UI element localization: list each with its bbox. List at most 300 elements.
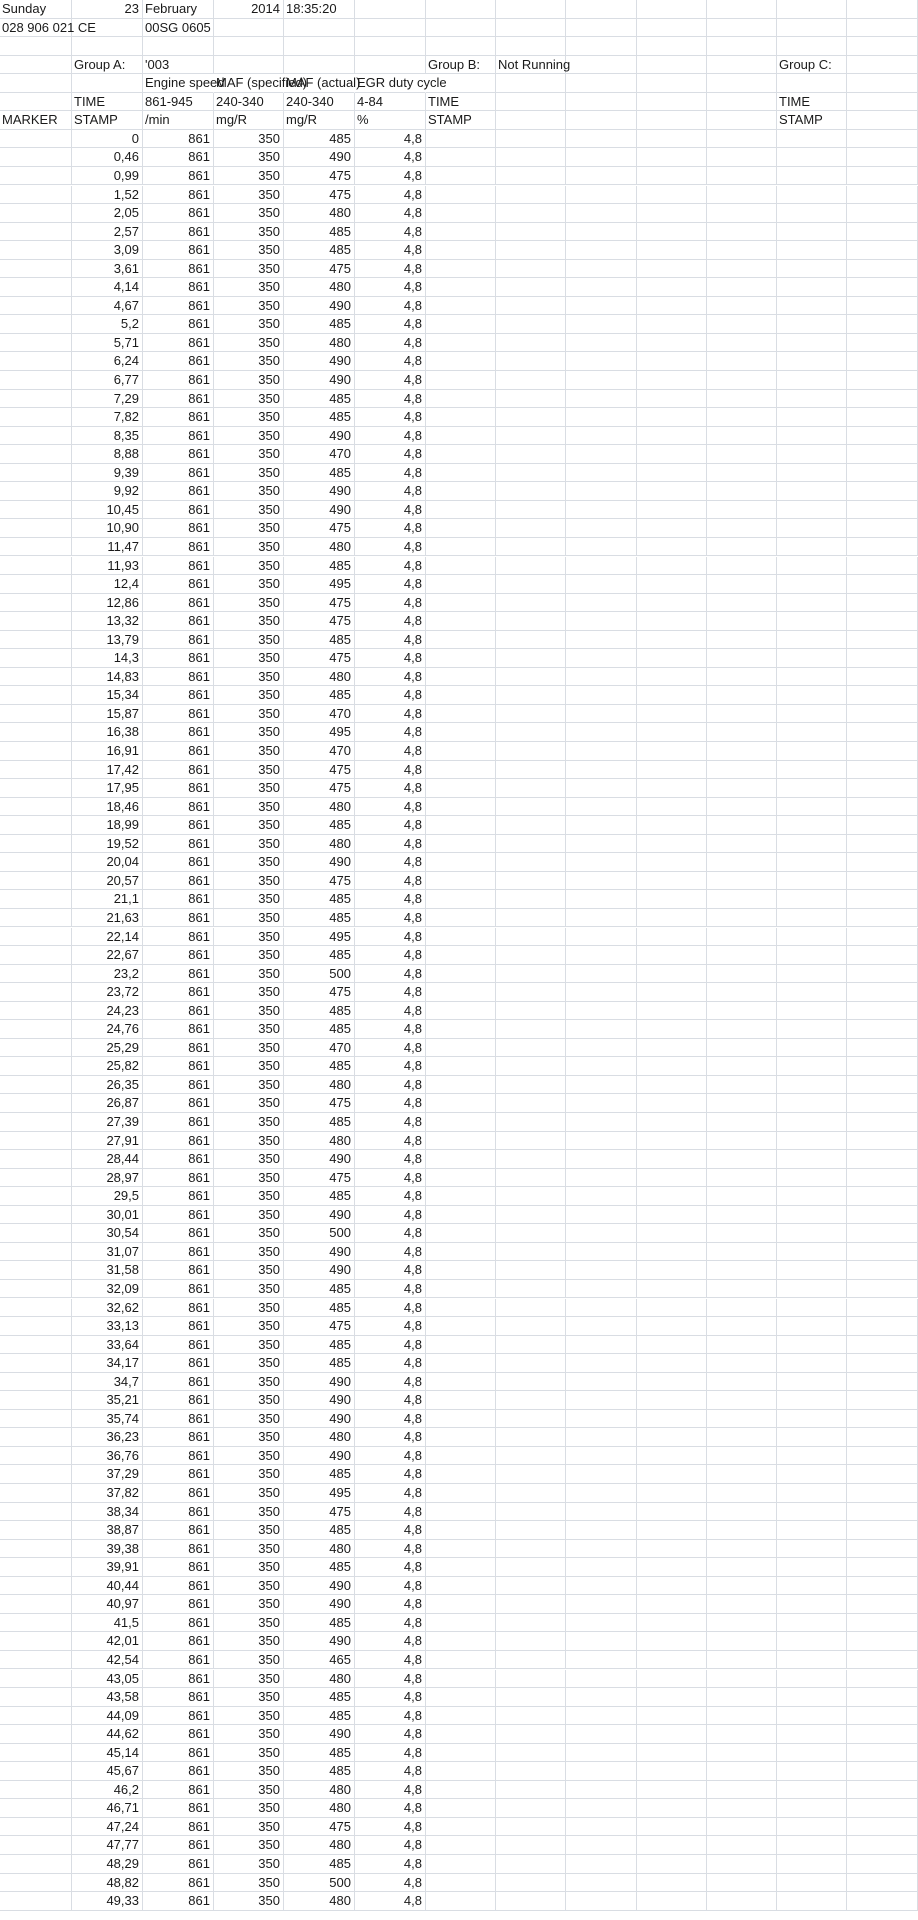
- cell[interactable]: [426, 761, 496, 780]
- cell[interactable]: 350: [214, 1002, 284, 1021]
- cell[interactable]: 480: [284, 1540, 355, 1559]
- cell[interactable]: [566, 1261, 637, 1280]
- cell[interactable]: [847, 37, 918, 56]
- cell[interactable]: [426, 983, 496, 1002]
- cell[interactable]: 500: [284, 965, 355, 984]
- cell[interactable]: 861: [143, 1725, 214, 1744]
- cell[interactable]: [707, 427, 777, 446]
- cell[interactable]: 4,14: [72, 278, 143, 297]
- cell[interactable]: [0, 1855, 72, 1874]
- cell[interactable]: 4,8: [355, 1595, 426, 1614]
- cell[interactable]: MARKER: [0, 111, 72, 130]
- cell[interactable]: [847, 575, 918, 594]
- cell[interactable]: 861: [143, 1818, 214, 1837]
- cell[interactable]: [426, 1317, 496, 1336]
- cell[interactable]: [847, 1799, 918, 1818]
- cell[interactable]: 350: [214, 1132, 284, 1151]
- cell[interactable]: 861: [143, 1336, 214, 1355]
- cell[interactable]: [707, 1317, 777, 1336]
- cell[interactable]: [566, 686, 637, 705]
- cell[interactable]: 350: [214, 1299, 284, 1318]
- cell[interactable]: [566, 1336, 637, 1355]
- cell[interactable]: 861: [143, 519, 214, 538]
- cell[interactable]: [707, 1484, 777, 1503]
- cell[interactable]: [426, 1076, 496, 1095]
- cell[interactable]: [496, 1836, 566, 1855]
- cell[interactable]: 861: [143, 761, 214, 780]
- cell[interactable]: 350: [214, 1540, 284, 1559]
- cell[interactable]: 861: [143, 612, 214, 631]
- cell[interactable]: 40,44: [72, 1577, 143, 1596]
- cell[interactable]: 350: [214, 371, 284, 390]
- cell[interactable]: [496, 315, 566, 334]
- cell[interactable]: 861: [143, 427, 214, 446]
- cell[interactable]: 350: [214, 1280, 284, 1299]
- cell[interactable]: [566, 1836, 637, 1855]
- cell[interactable]: [566, 1651, 637, 1670]
- cell[interactable]: [0, 668, 72, 687]
- cell[interactable]: [426, 612, 496, 631]
- cell[interactable]: [637, 649, 707, 668]
- cell[interactable]: 4,8: [355, 223, 426, 242]
- cell[interactable]: 485: [284, 1744, 355, 1763]
- cell[interactable]: [566, 241, 637, 260]
- cell[interactable]: 485: [284, 130, 355, 149]
- cell[interactable]: [637, 1336, 707, 1355]
- cell[interactable]: [0, 1781, 72, 1800]
- cell[interactable]: [847, 890, 918, 909]
- cell[interactable]: 14,83: [72, 668, 143, 687]
- cell[interactable]: 30,54: [72, 1224, 143, 1243]
- cell[interactable]: [214, 19, 284, 38]
- cell[interactable]: [637, 167, 707, 186]
- cell[interactable]: 861: [143, 1632, 214, 1651]
- cell[interactable]: [566, 705, 637, 724]
- cell[interactable]: 861: [143, 1688, 214, 1707]
- cell[interactable]: 485: [284, 946, 355, 965]
- cell[interactable]: [707, 148, 777, 167]
- cell[interactable]: [847, 371, 918, 390]
- cell[interactable]: 475: [284, 779, 355, 798]
- cell[interactable]: [847, 482, 918, 501]
- cell[interactable]: [777, 1484, 847, 1503]
- cell[interactable]: [847, 1836, 918, 1855]
- cell[interactable]: [777, 557, 847, 576]
- cell[interactable]: [426, 1094, 496, 1113]
- cell[interactable]: 861: [143, 872, 214, 891]
- cell[interactable]: [426, 1132, 496, 1151]
- cell[interactable]: [0, 686, 72, 705]
- cell[interactable]: [847, 1410, 918, 1429]
- cell[interactable]: [426, 1187, 496, 1206]
- cell[interactable]: 5,2: [72, 315, 143, 334]
- cell[interactable]: 350: [214, 352, 284, 371]
- cell[interactable]: [426, 1039, 496, 1058]
- cell[interactable]: [496, 1670, 566, 1689]
- cell[interactable]: 861: [143, 1781, 214, 1800]
- cell[interactable]: 4,8: [355, 1224, 426, 1243]
- cell[interactable]: 4,8: [355, 315, 426, 334]
- cell[interactable]: [426, 1762, 496, 1781]
- cell[interactable]: mg/R: [214, 111, 284, 130]
- cell[interactable]: [496, 445, 566, 464]
- cell[interactable]: [0, 371, 72, 390]
- cell[interactable]: [847, 1020, 918, 1039]
- cell[interactable]: 4,8: [355, 427, 426, 446]
- cell[interactable]: [426, 649, 496, 668]
- cell[interactable]: [847, 1094, 918, 1113]
- cell[interactable]: [496, 1521, 566, 1540]
- cell[interactable]: 485: [284, 1020, 355, 1039]
- cell[interactable]: [496, 798, 566, 817]
- cell[interactable]: [637, 705, 707, 724]
- cell[interactable]: [566, 1781, 637, 1800]
- cell[interactable]: 4,8: [355, 1410, 426, 1429]
- cell[interactable]: [496, 278, 566, 297]
- cell[interactable]: 470: [284, 1039, 355, 1058]
- cell[interactable]: 475: [284, 1169, 355, 1188]
- cell[interactable]: [566, 1243, 637, 1262]
- cell[interactable]: [496, 1725, 566, 1744]
- cell[interactable]: [637, 1447, 707, 1466]
- cell[interactable]: [426, 1373, 496, 1392]
- cell[interactable]: [707, 798, 777, 817]
- cell[interactable]: [496, 519, 566, 538]
- cell[interactable]: 32,09: [72, 1280, 143, 1299]
- cell[interactable]: TIME: [72, 93, 143, 112]
- cell[interactable]: [707, 723, 777, 742]
- cell[interactable]: [777, 371, 847, 390]
- cell[interactable]: [707, 1892, 777, 1911]
- cell[interactable]: [637, 1874, 707, 1893]
- cell[interactable]: [566, 1132, 637, 1151]
- cell[interactable]: [777, 1187, 847, 1206]
- cell[interactable]: [496, 111, 566, 130]
- cell[interactable]: [847, 705, 918, 724]
- cell[interactable]: [847, 1632, 918, 1651]
- cell[interactable]: 350: [214, 668, 284, 687]
- cell[interactable]: 861: [143, 352, 214, 371]
- cell[interactable]: 4,8: [355, 575, 426, 594]
- cell[interactable]: [707, 1855, 777, 1874]
- cell[interactable]: 500: [284, 1874, 355, 1893]
- cell[interactable]: [0, 148, 72, 167]
- cell[interactable]: [496, 1540, 566, 1559]
- cell[interactable]: [707, 167, 777, 186]
- cell[interactable]: [566, 835, 637, 854]
- cell[interactable]: [777, 1224, 847, 1243]
- cell[interactable]: 350: [214, 1874, 284, 1893]
- cell[interactable]: 16,38: [72, 723, 143, 742]
- cell[interactable]: 485: [284, 631, 355, 650]
- cell[interactable]: 861: [143, 1391, 214, 1410]
- cell[interactable]: [496, 1781, 566, 1800]
- cell[interactable]: [0, 204, 72, 223]
- cell[interactable]: [707, 1707, 777, 1726]
- cell[interactable]: [426, 928, 496, 947]
- cell[interactable]: [637, 0, 707, 19]
- cell[interactable]: [496, 501, 566, 520]
- cell[interactable]: [566, 890, 637, 909]
- cell[interactable]: [637, 872, 707, 891]
- cell[interactable]: [0, 1206, 72, 1225]
- cell[interactable]: [707, 1280, 777, 1299]
- cell[interactable]: [426, 1002, 496, 1021]
- cell[interactable]: [707, 464, 777, 483]
- cell[interactable]: [496, 1113, 566, 1132]
- cell[interactable]: 2,05: [72, 204, 143, 223]
- cell[interactable]: [496, 1169, 566, 1188]
- cell[interactable]: [777, 835, 847, 854]
- cell[interactable]: 861: [143, 686, 214, 705]
- cell[interactable]: 4,8: [355, 1002, 426, 1021]
- cell[interactable]: [566, 390, 637, 409]
- cell[interactable]: [637, 1670, 707, 1689]
- cell[interactable]: 4,8: [355, 1558, 426, 1577]
- cell[interactable]: 485: [284, 1113, 355, 1132]
- cell[interactable]: [707, 779, 777, 798]
- cell[interactable]: [426, 186, 496, 205]
- cell[interactable]: TIME: [777, 93, 847, 112]
- cell[interactable]: [847, 1651, 918, 1670]
- cell[interactable]: 485: [284, 1707, 355, 1726]
- cell[interactable]: 485: [284, 464, 355, 483]
- cell[interactable]: [566, 1762, 637, 1781]
- cell[interactable]: [496, 779, 566, 798]
- cell[interactable]: [847, 1670, 918, 1689]
- cell[interactable]: [637, 1688, 707, 1707]
- cell[interactable]: [847, 1113, 918, 1132]
- cell[interactable]: 485: [284, 1002, 355, 1021]
- cell[interactable]: [847, 1057, 918, 1076]
- cell[interactable]: 485: [284, 1336, 355, 1355]
- cell[interactable]: 240-340: [284, 93, 355, 112]
- cell[interactable]: [847, 1391, 918, 1410]
- cell[interactable]: [0, 612, 72, 631]
- cell[interactable]: [426, 853, 496, 872]
- cell[interactable]: [777, 1521, 847, 1540]
- cell[interactable]: [637, 371, 707, 390]
- cell[interactable]: [566, 204, 637, 223]
- cell[interactable]: [496, 204, 566, 223]
- cell[interactable]: 861: [143, 1707, 214, 1726]
- cell[interactable]: [637, 594, 707, 613]
- cell[interactable]: 470: [284, 705, 355, 724]
- cell[interactable]: [496, 427, 566, 446]
- cell[interactable]: [566, 1410, 637, 1429]
- cell[interactable]: Group A:: [72, 56, 143, 75]
- cell[interactable]: 12,86: [72, 594, 143, 613]
- cell[interactable]: [777, 1503, 847, 1522]
- cell[interactable]: 4,8: [355, 1039, 426, 1058]
- cell[interactable]: 4,8: [355, 686, 426, 705]
- cell[interactable]: [847, 1558, 918, 1577]
- cell[interactable]: [0, 1707, 72, 1726]
- cell[interactable]: [426, 872, 496, 891]
- cell[interactable]: [426, 1113, 496, 1132]
- cell[interactable]: [777, 983, 847, 1002]
- cell[interactable]: [637, 1632, 707, 1651]
- cell[interactable]: 350: [214, 742, 284, 761]
- cell[interactable]: [566, 1874, 637, 1893]
- cell[interactable]: [777, 1206, 847, 1225]
- cell[interactable]: 861-945: [143, 93, 214, 112]
- cell[interactable]: [566, 464, 637, 483]
- cell[interactable]: [0, 241, 72, 260]
- cell[interactable]: [496, 983, 566, 1002]
- cell[interactable]: 861: [143, 1280, 214, 1299]
- cell[interactable]: [566, 631, 637, 650]
- cell[interactable]: [707, 37, 777, 56]
- cell[interactable]: [284, 19, 355, 38]
- cell[interactable]: 350: [214, 1558, 284, 1577]
- cell[interactable]: [496, 93, 566, 112]
- cell[interactable]: [355, 37, 426, 56]
- cell[interactable]: 490: [284, 501, 355, 520]
- cell[interactable]: [496, 223, 566, 242]
- cell[interactable]: 861: [143, 1503, 214, 1522]
- cell[interactable]: 350: [214, 1688, 284, 1707]
- cell[interactable]: [777, 1299, 847, 1318]
- cell[interactable]: [496, 19, 566, 38]
- cell[interactable]: [777, 575, 847, 594]
- cell[interactable]: 24,23: [72, 1002, 143, 1021]
- cell[interactable]: [637, 74, 707, 93]
- cell[interactable]: [496, 1243, 566, 1262]
- cell[interactable]: 475: [284, 1094, 355, 1113]
- cell[interactable]: [637, 1577, 707, 1596]
- cell[interactable]: [637, 1818, 707, 1837]
- cell[interactable]: [847, 928, 918, 947]
- cell[interactable]: 861: [143, 278, 214, 297]
- cell[interactable]: [707, 445, 777, 464]
- cell[interactable]: [777, 1818, 847, 1837]
- cell[interactable]: [426, 1670, 496, 1689]
- cell[interactable]: [0, 575, 72, 594]
- cell[interactable]: 33,13: [72, 1317, 143, 1336]
- cell[interactable]: [426, 1818, 496, 1837]
- cell[interactable]: 4,8: [355, 1391, 426, 1410]
- cell[interactable]: [0, 186, 72, 205]
- cell[interactable]: [0, 1428, 72, 1447]
- cell[interactable]: [566, 1521, 637, 1540]
- cell[interactable]: [777, 1076, 847, 1095]
- cell[interactable]: [847, 1299, 918, 1318]
- cell[interactable]: [707, 1688, 777, 1707]
- cell[interactable]: [426, 1169, 496, 1188]
- cell[interactable]: [0, 909, 72, 928]
- cell[interactable]: [566, 167, 637, 186]
- cell[interactable]: 350: [214, 872, 284, 891]
- cell[interactable]: 485: [284, 1558, 355, 1577]
- cell[interactable]: 861: [143, 1354, 214, 1373]
- cell[interactable]: 490: [284, 1447, 355, 1466]
- cell[interactable]: [707, 1818, 777, 1837]
- cell[interactable]: [707, 1206, 777, 1225]
- cell[interactable]: [847, 501, 918, 520]
- cell[interactable]: 4,8: [355, 761, 426, 780]
- cell[interactable]: [847, 408, 918, 427]
- cell[interactable]: [637, 1725, 707, 1744]
- cell[interactable]: [566, 1317, 637, 1336]
- cell[interactable]: 861: [143, 1762, 214, 1781]
- cell[interactable]: 350: [214, 408, 284, 427]
- cell[interactable]: [637, 334, 707, 353]
- cell[interactable]: [0, 37, 72, 56]
- cell[interactable]: [0, 965, 72, 984]
- cell[interactable]: [637, 1503, 707, 1522]
- cell[interactable]: 25,82: [72, 1057, 143, 1076]
- cell[interactable]: 15,34: [72, 686, 143, 705]
- cell[interactable]: [777, 872, 847, 891]
- cell[interactable]: 4,8: [355, 482, 426, 501]
- cell[interactable]: [777, 1336, 847, 1355]
- cell[interactable]: [777, 445, 847, 464]
- cell[interactable]: 861: [143, 557, 214, 576]
- cell[interactable]: [426, 1855, 496, 1874]
- cell[interactable]: 861: [143, 1558, 214, 1577]
- cell[interactable]: [0, 278, 72, 297]
- cell[interactable]: [777, 408, 847, 427]
- cell[interactable]: 31,07: [72, 1243, 143, 1262]
- cell[interactable]: [847, 352, 918, 371]
- cell[interactable]: 861: [143, 835, 214, 854]
- cell[interactable]: 4,8: [355, 1874, 426, 1893]
- cell[interactable]: 4,8: [355, 464, 426, 483]
- cell[interactable]: 861: [143, 1447, 214, 1466]
- cell[interactable]: [637, 278, 707, 297]
- cell[interactable]: 4,8: [355, 1317, 426, 1336]
- cell[interactable]: 31,58: [72, 1261, 143, 1280]
- cell[interactable]: 490: [284, 1373, 355, 1392]
- cell[interactable]: [496, 649, 566, 668]
- cell[interactable]: [637, 519, 707, 538]
- cell[interactable]: [707, 1781, 777, 1800]
- cell[interactable]: [637, 464, 707, 483]
- cell[interactable]: 465: [284, 1651, 355, 1670]
- cell[interactable]: [0, 1577, 72, 1596]
- cell[interactable]: 861: [143, 1855, 214, 1874]
- cell[interactable]: [0, 594, 72, 613]
- cell[interactable]: [0, 1039, 72, 1058]
- cell[interactable]: [426, 1651, 496, 1670]
- cell[interactable]: 2014: [214, 0, 284, 19]
- cell[interactable]: [707, 761, 777, 780]
- cell[interactable]: 475: [284, 186, 355, 205]
- cell[interactable]: [426, 1707, 496, 1726]
- cell[interactable]: [566, 649, 637, 668]
- cell[interactable]: [496, 482, 566, 501]
- cell[interactable]: [0, 1002, 72, 1021]
- cell[interactable]: [777, 1391, 847, 1410]
- cell[interactable]: 4,8: [355, 890, 426, 909]
- cell[interactable]: 350: [214, 1373, 284, 1392]
- cell[interactable]: [566, 742, 637, 761]
- cell[interactable]: 490: [284, 1391, 355, 1410]
- cell[interactable]: [847, 1762, 918, 1781]
- cell[interactable]: 4,8: [355, 1132, 426, 1151]
- cell[interactable]: [707, 1113, 777, 1132]
- cell[interactable]: 861: [143, 1540, 214, 1559]
- cell[interactable]: [0, 1354, 72, 1373]
- cell[interactable]: [0, 1187, 72, 1206]
- cell[interactable]: [847, 835, 918, 854]
- cell[interactable]: [566, 1558, 637, 1577]
- cell[interactable]: 350: [214, 1855, 284, 1874]
- cell[interactable]: [707, 297, 777, 316]
- cell[interactable]: 475: [284, 594, 355, 613]
- cell[interactable]: [707, 853, 777, 872]
